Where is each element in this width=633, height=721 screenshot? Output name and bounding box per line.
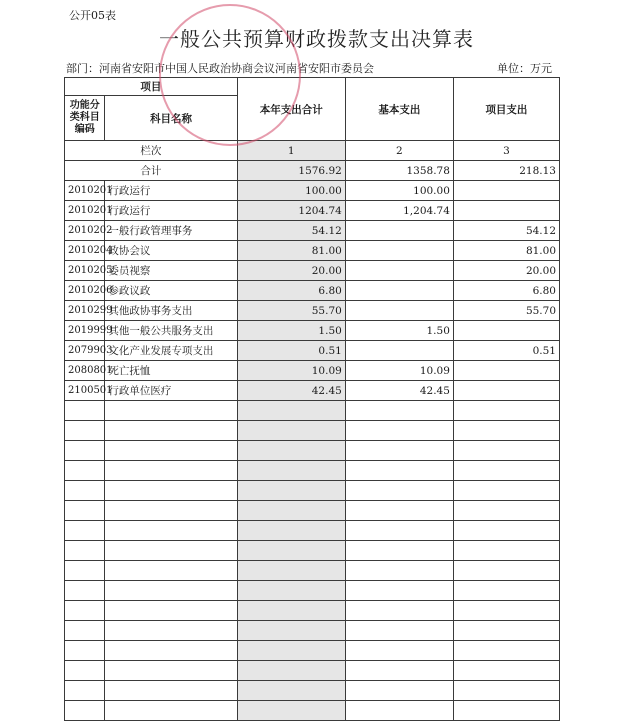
expenditure-table bbox=[64, 77, 560, 721]
row-code: 2010201 bbox=[65, 201, 105, 221]
table-row bbox=[65, 181, 560, 201]
empty-row bbox=[65, 581, 560, 601]
empty-cell bbox=[65, 401, 105, 421]
row-total: 81.00 bbox=[237, 241, 345, 261]
total-row bbox=[65, 161, 560, 181]
empty-cell bbox=[345, 621, 453, 641]
empty-cell bbox=[105, 481, 237, 501]
table-row bbox=[65, 261, 560, 281]
index-col-3: 3 bbox=[453, 141, 559, 161]
row-code: 2010206 bbox=[65, 281, 105, 301]
empty-cell bbox=[237, 521, 345, 541]
empty-cell bbox=[237, 601, 345, 621]
empty-cell bbox=[105, 401, 237, 421]
empty-cell bbox=[105, 681, 237, 701]
row-total: 54.12 bbox=[237, 221, 345, 241]
header-project: 项目支出 bbox=[453, 78, 559, 141]
empty-cell bbox=[105, 541, 237, 561]
empty-cell bbox=[345, 441, 453, 461]
empty-cell bbox=[65, 501, 105, 521]
empty-cell bbox=[65, 541, 105, 561]
empty-row bbox=[65, 481, 560, 501]
empty-cell bbox=[453, 541, 559, 561]
index-label: 栏次 bbox=[65, 141, 238, 161]
empty-row bbox=[65, 561, 560, 581]
row-basic bbox=[345, 281, 453, 301]
row-project bbox=[453, 321, 559, 341]
row-total: 0.51 bbox=[237, 341, 345, 361]
empty-row bbox=[65, 661, 560, 681]
empty-cell bbox=[453, 561, 559, 581]
empty-cell bbox=[453, 581, 559, 601]
empty-cell bbox=[345, 601, 453, 621]
row-basic bbox=[345, 241, 453, 261]
empty-cell bbox=[345, 561, 453, 581]
empty-cell bbox=[105, 641, 237, 661]
empty-cell bbox=[237, 441, 345, 461]
empty-cell bbox=[345, 481, 453, 501]
empty-cell bbox=[237, 401, 345, 421]
empty-cell bbox=[237, 461, 345, 481]
header-basic: 基本支出 bbox=[345, 78, 453, 141]
empty-cell bbox=[345, 581, 453, 601]
empty-row bbox=[65, 701, 560, 721]
table-row bbox=[65, 301, 560, 321]
empty-cell bbox=[65, 421, 105, 441]
row-project bbox=[453, 381, 559, 401]
empty-cell bbox=[237, 661, 345, 681]
row-project: 20.00 bbox=[453, 261, 559, 281]
empty-row bbox=[65, 501, 560, 521]
table-body bbox=[65, 141, 560, 721]
empty-cell bbox=[105, 701, 237, 721]
empty-row bbox=[65, 401, 560, 421]
table-row bbox=[65, 221, 560, 241]
row-project bbox=[453, 201, 559, 221]
empty-cell bbox=[453, 441, 559, 461]
row-name: 行政运行 bbox=[105, 181, 237, 201]
table-row bbox=[65, 361, 560, 381]
empty-cell bbox=[105, 561, 237, 581]
row-total: 42.45 bbox=[237, 381, 345, 401]
row-code: 2010202 bbox=[65, 221, 105, 241]
empty-cell bbox=[345, 461, 453, 481]
empty-cell bbox=[65, 481, 105, 501]
row-name: 行政运行 bbox=[105, 201, 237, 221]
row-basic bbox=[345, 301, 453, 321]
empty-cell bbox=[237, 621, 345, 641]
header-subject-name: 科目名称 bbox=[105, 96, 237, 141]
row-basic bbox=[345, 261, 453, 281]
empty-cell bbox=[345, 661, 453, 681]
empty-cell bbox=[65, 461, 105, 481]
empty-cell bbox=[237, 581, 345, 601]
row-total: 100.00 bbox=[237, 181, 345, 201]
row-code: 2010205 bbox=[65, 261, 105, 281]
row-total: 10.09 bbox=[237, 361, 345, 381]
empty-cell bbox=[453, 421, 559, 441]
empty-cell bbox=[345, 541, 453, 561]
row-basic: 100.00 bbox=[345, 181, 453, 201]
empty-cell bbox=[237, 681, 345, 701]
row-code: 2079903 bbox=[65, 341, 105, 361]
table-row bbox=[65, 381, 560, 401]
empty-cell bbox=[453, 661, 559, 681]
row-project: 0.51 bbox=[453, 341, 559, 361]
row-name: 委员视察 bbox=[105, 261, 237, 281]
empty-cell bbox=[105, 601, 237, 621]
row-basic: 1.50 bbox=[345, 321, 453, 341]
row-code: 2010299 bbox=[65, 301, 105, 321]
row-name: 参政议政 bbox=[105, 281, 237, 301]
department-label: 部门：河南省安阳市中国人民政治协商会议河南省安阳市委员会 bbox=[66, 62, 374, 75]
row-name: 一般行政管理事务 bbox=[105, 221, 237, 241]
row-name: 行政单位医疗 bbox=[105, 381, 237, 401]
index-col-2: 2 bbox=[345, 141, 453, 161]
empty-row bbox=[65, 681, 560, 701]
empty-cell bbox=[237, 541, 345, 561]
empty-cell bbox=[105, 461, 237, 481]
row-name: 文化产业发展专项支出 bbox=[105, 341, 237, 361]
empty-row bbox=[65, 541, 560, 561]
empty-cell bbox=[345, 401, 453, 421]
row-code: 2019999 bbox=[65, 321, 105, 341]
empty-cell bbox=[345, 501, 453, 521]
empty-cell bbox=[345, 701, 453, 721]
row-total: 20.00 bbox=[237, 261, 345, 281]
empty-cell bbox=[453, 401, 559, 421]
total-label: 合计 bbox=[65, 161, 238, 181]
empty-cell bbox=[65, 701, 105, 721]
table-row bbox=[65, 341, 560, 361]
empty-cell bbox=[345, 681, 453, 701]
empty-cell bbox=[453, 521, 559, 541]
total-basic: 1358.78 bbox=[345, 161, 453, 181]
page-title: 一般公共预算财政拨款支出决算表 bbox=[159, 27, 474, 51]
empty-cell bbox=[237, 421, 345, 441]
row-project: 54.12 bbox=[453, 221, 559, 241]
row-name: 其他政协事务支出 bbox=[105, 301, 237, 321]
empty-cell bbox=[105, 421, 237, 441]
empty-cell bbox=[345, 421, 453, 441]
row-basic bbox=[345, 341, 453, 361]
empty-cell bbox=[453, 481, 559, 501]
empty-cell bbox=[65, 521, 105, 541]
empty-cell bbox=[65, 621, 105, 641]
table-row bbox=[65, 241, 560, 261]
empty-cell bbox=[105, 501, 237, 521]
row-project bbox=[453, 361, 559, 381]
empty-cell bbox=[65, 641, 105, 661]
empty-cell bbox=[453, 501, 559, 521]
row-project: 6.80 bbox=[453, 281, 559, 301]
row-total: 1204.74 bbox=[237, 201, 345, 221]
row-basic: 42.45 bbox=[345, 381, 453, 401]
header-func-code: 功能分类科目编码 bbox=[65, 96, 105, 141]
row-basic: 1,204.74 bbox=[345, 201, 453, 221]
empty-cell bbox=[237, 641, 345, 661]
empty-cell bbox=[65, 661, 105, 681]
empty-cell bbox=[237, 501, 345, 521]
row-total: 1.50 bbox=[237, 321, 345, 341]
row-code: 2100501 bbox=[65, 381, 105, 401]
index-col-1: 1 bbox=[237, 141, 345, 161]
header-item: 项目 bbox=[65, 78, 238, 96]
table-row bbox=[65, 321, 560, 341]
row-name: 其他一般公共服务支出 bbox=[105, 321, 237, 341]
unit-label: 单位：万元 bbox=[497, 62, 552, 75]
row-project: 81.00 bbox=[453, 241, 559, 261]
row-total: 55.70 bbox=[237, 301, 345, 321]
row-project: 55.70 bbox=[453, 301, 559, 321]
header-total: 本年支出合计 bbox=[237, 78, 345, 141]
table-row bbox=[65, 201, 560, 221]
empty-cell bbox=[453, 681, 559, 701]
empty-cell bbox=[453, 461, 559, 481]
empty-cell bbox=[453, 601, 559, 621]
empty-cell bbox=[65, 441, 105, 461]
row-name: 政协会议 bbox=[105, 241, 237, 261]
empty-cell bbox=[65, 581, 105, 601]
row-project bbox=[453, 181, 559, 201]
empty-cell bbox=[345, 641, 453, 661]
empty-cell bbox=[345, 521, 453, 541]
index-row bbox=[65, 141, 560, 161]
empty-cell bbox=[105, 581, 237, 601]
empty-row bbox=[65, 421, 560, 441]
empty-cell bbox=[105, 621, 237, 641]
row-code: 2080801 bbox=[65, 361, 105, 381]
empty-cell bbox=[237, 561, 345, 581]
total-sum: 1576.92 bbox=[237, 161, 345, 181]
empty-cell bbox=[237, 701, 345, 721]
row-code: 2010204 bbox=[65, 241, 105, 261]
empty-row bbox=[65, 461, 560, 481]
empty-cell bbox=[105, 521, 237, 541]
empty-cell bbox=[453, 701, 559, 721]
document-code: 公开05表 bbox=[69, 9, 116, 22]
empty-cell bbox=[453, 641, 559, 661]
total-project: 218.13 bbox=[453, 161, 559, 181]
empty-row bbox=[65, 441, 560, 461]
empty-row bbox=[65, 641, 560, 661]
row-basic: 10.09 bbox=[345, 361, 453, 381]
empty-cell bbox=[65, 561, 105, 581]
empty-cell bbox=[65, 601, 105, 621]
row-total: 6.80 bbox=[237, 281, 345, 301]
empty-cell bbox=[105, 441, 237, 461]
row-basic bbox=[345, 221, 453, 241]
row-name: 死亡抚恤 bbox=[105, 361, 237, 381]
row-code: 2010201 bbox=[65, 181, 105, 201]
empty-row bbox=[65, 621, 560, 641]
empty-cell bbox=[65, 681, 105, 701]
table-row bbox=[65, 281, 560, 301]
empty-row bbox=[65, 521, 560, 541]
empty-cell bbox=[237, 481, 345, 501]
empty-cell bbox=[105, 661, 237, 681]
empty-cell bbox=[453, 621, 559, 641]
empty-row bbox=[65, 601, 560, 621]
